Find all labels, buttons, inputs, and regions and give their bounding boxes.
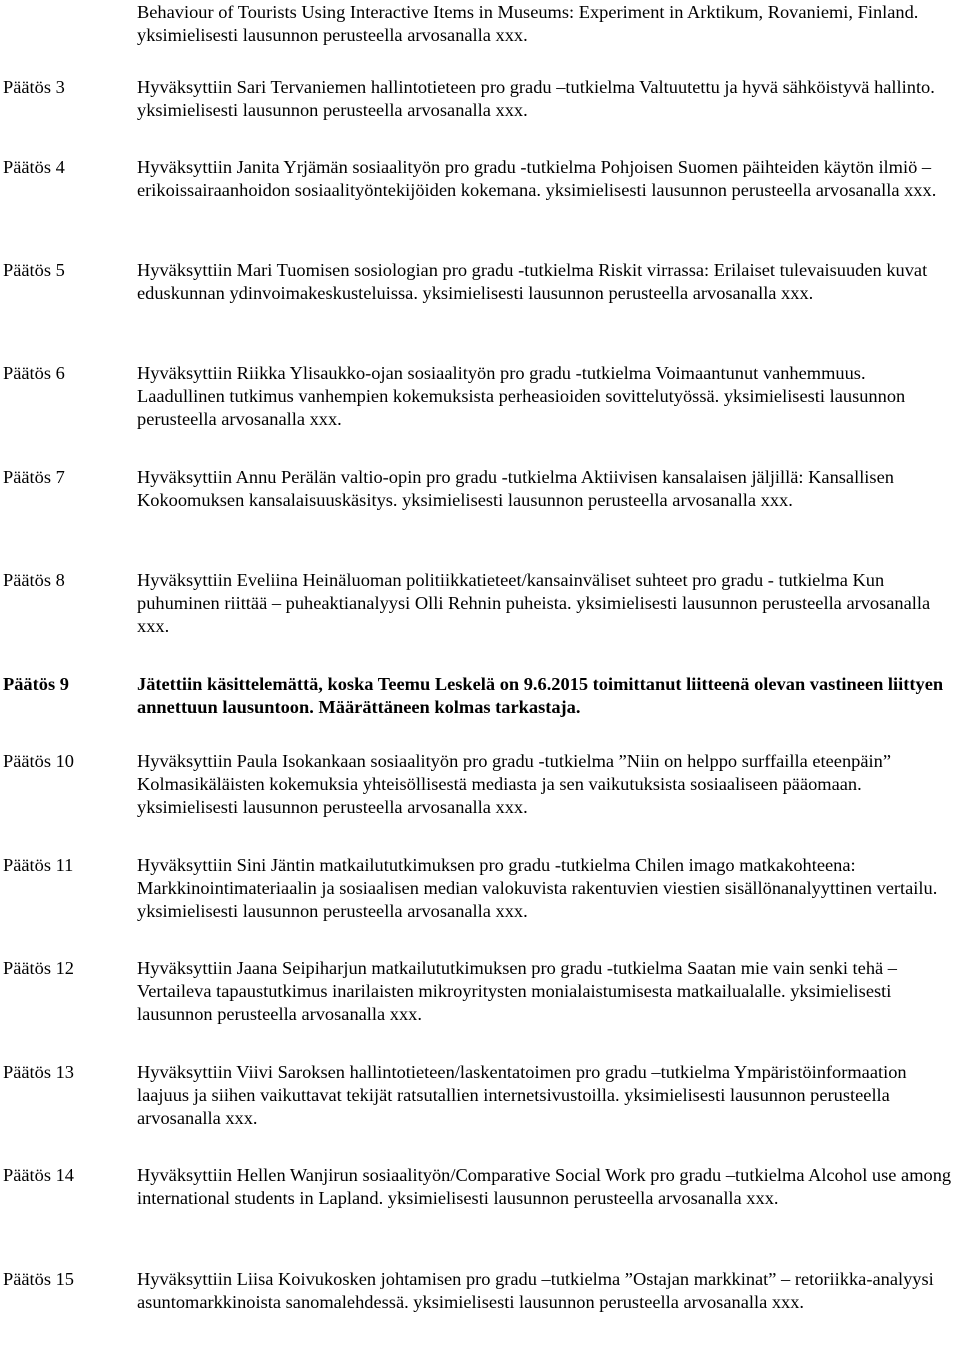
decision-text: Hyväksyttiin Hellen Wanjirun sosiaalityön/Comparative Social Work pro gradu –tutkielma Alcohol use among international students in Lapland. yksimielisesti lausunnon perusteella arvosanalla xxx. <box>137 1165 952 1208</box>
decision-label: Päätös 6 <box>3 363 65 383</box>
decision-label: Päätös 5 <box>3 260 65 280</box>
decision-label: Päätös 15 <box>3 1269 75 1289</box>
decision-label: Päätös 8 <box>3 570 65 590</box>
decision-text: Hyväksyttiin Viivi Saroksen hallintotieteen/laskentatoimen pro gradu –tutkielma Ympäristöinformaation laajuus ja siihen vaikuttavat tekijät ratsutallien internetsivustoilla. yksimielisesti lausunnon perusteella arvosanalla xxx. <box>137 1062 907 1128</box>
decision-text: Hyväksyttiin Mari Tuomisen sosiologian pro gradu -tutkielma Riskit virrassa: Erilaiset tulevaisuuden kuvat eduskunnan ydinvoimakeskusteluissa. yksimielisesti lausunnon perusteella arvosanalla xxx. <box>137 260 928 303</box>
decision-text: Hyväksyttiin Annu Perälän valtio-opin pro gradu -tutkielma Aktiivisen kansalaisen jäljillä: Kansallisen Kokoomuksen kansalaisuuskäsitys. yksimielisesti lausunnon perusteella arvosanalla xxx. <box>137 467 894 510</box>
decision-text: Hyväksyttiin Eveliina Heinäluoman politiikkatieteet/kansainväliset suhteet pro gradu - tutkielma Kun puhuminen riittää – puheaktianalyysi Olli Rehnin puheista. yksimielisesti lausunnon perusteella arvosanalla xxx. <box>137 570 931 636</box>
decision-label: Päätös 12 <box>3 958 75 978</box>
decision-label: Päätös 7 <box>3 467 65 487</box>
decision-label: Päätös 9 <box>3 674 69 694</box>
decision-text: Hyväksyttiin Janita Yrjämän sosiaalityön pro gradu -tutkielma Pohjoisen Suomen päihteiden käytön ilmiö – erikoissairaanhoidon sosiaalityöntekijöiden kokemana. yksimielisesti lausunnon perusteella arvosanalla xxx. <box>137 157 937 200</box>
decision-text: Hyväksyttiin Riikka Ylisaukko-ojan sosiaalityön pro gradu -tutkielma Voimaantunut vanhemmuus. Laadullinen tutkimus vanhempien kokemuksista perheasioiden sovittelutyössä. yksimielisesti lausunnon perusteella arvosanalla xxx. <box>137 363 906 429</box>
decision-text: Hyväksyttiin Sari Tervaniemen hallintotieteen pro gradu –tutkielma Valtuutettu ja hyvä sähköistyvä hallinto. yksimielisesti lausunnon perusteella arvosanalla xxx. <box>137 77 935 120</box>
decision-label: Päätös 13 <box>3 1062 75 1082</box>
decision-text: Hyväksyttiin Liisa Koivukosken johtamisen pro gradu –tutkielma ”Ostajan markkinat” – retoriikka-analyysi asuntomarkkinoista sanomalehdessä. yksimielisesti lausunnon perusteella arvosanalla xxx. <box>137 1269 934 1312</box>
decision-label: Päätös 4 <box>3 157 65 177</box>
decision-text: Hyväksyttiin Jaana Seipiharjun matkailututkimuksen pro gradu -tutkielma Saatan mie vain senki tehä – Vertaileva tapaustutkimus inarilaisten mikroyritysten monialaistumisesta matkailualalle. yksimielisesti lausunnon perusteella arvosanalla xxx. <box>137 958 897 1024</box>
decision-text: Hyväksyttiin Sini Jäntin matkailututkimuksen pro gradu -tutkielma Chilen imago matkakohteena: Markkinointimateriaalin ja sosiaalisen median valokuvista rakentuvien viestien sisällönanalyyttinen vertailu. yksimielisesti lausunnon perusteella arvosanalla xxx. <box>137 855 938 921</box>
decision-label: Päätös 11 <box>3 855 74 875</box>
decision-label: Päätös 10 <box>3 751 75 771</box>
decision-label: Päätös 14 <box>3 1165 75 1185</box>
decision-text: Hyväksyttiin Paula Isokankaan sosiaalityön pro gradu -tutkielma ”Niin on helppo surffailla eteenpäin” Kolmasikäläisten kokemuksia yhteisöllisestä mediasta ja sen vaikutuksista sosiaaliseen pääomaan. yksimielisesti lausunnon perusteella arvosanalla xxx. <box>137 751 891 817</box>
intro-paragraph: Behaviour of Tourists Using Interactive Items in Museums: Experiment in Arktikum, Rovaniemi, Finland. yksimielisesti lausunnon perusteella arvosanalla xxx. <box>137 2 919 45</box>
decision-text: Jätettiin käsittelemättä, koska Teemu Leskelä on 9.6.2015 toimittanut liitteenä olevan vastineen liittyen annettuun lausuntoon. Määrättäneen kolmas tarkastaja. <box>137 674 944 717</box>
decision-label: Päätös 3 <box>3 77 65 97</box>
